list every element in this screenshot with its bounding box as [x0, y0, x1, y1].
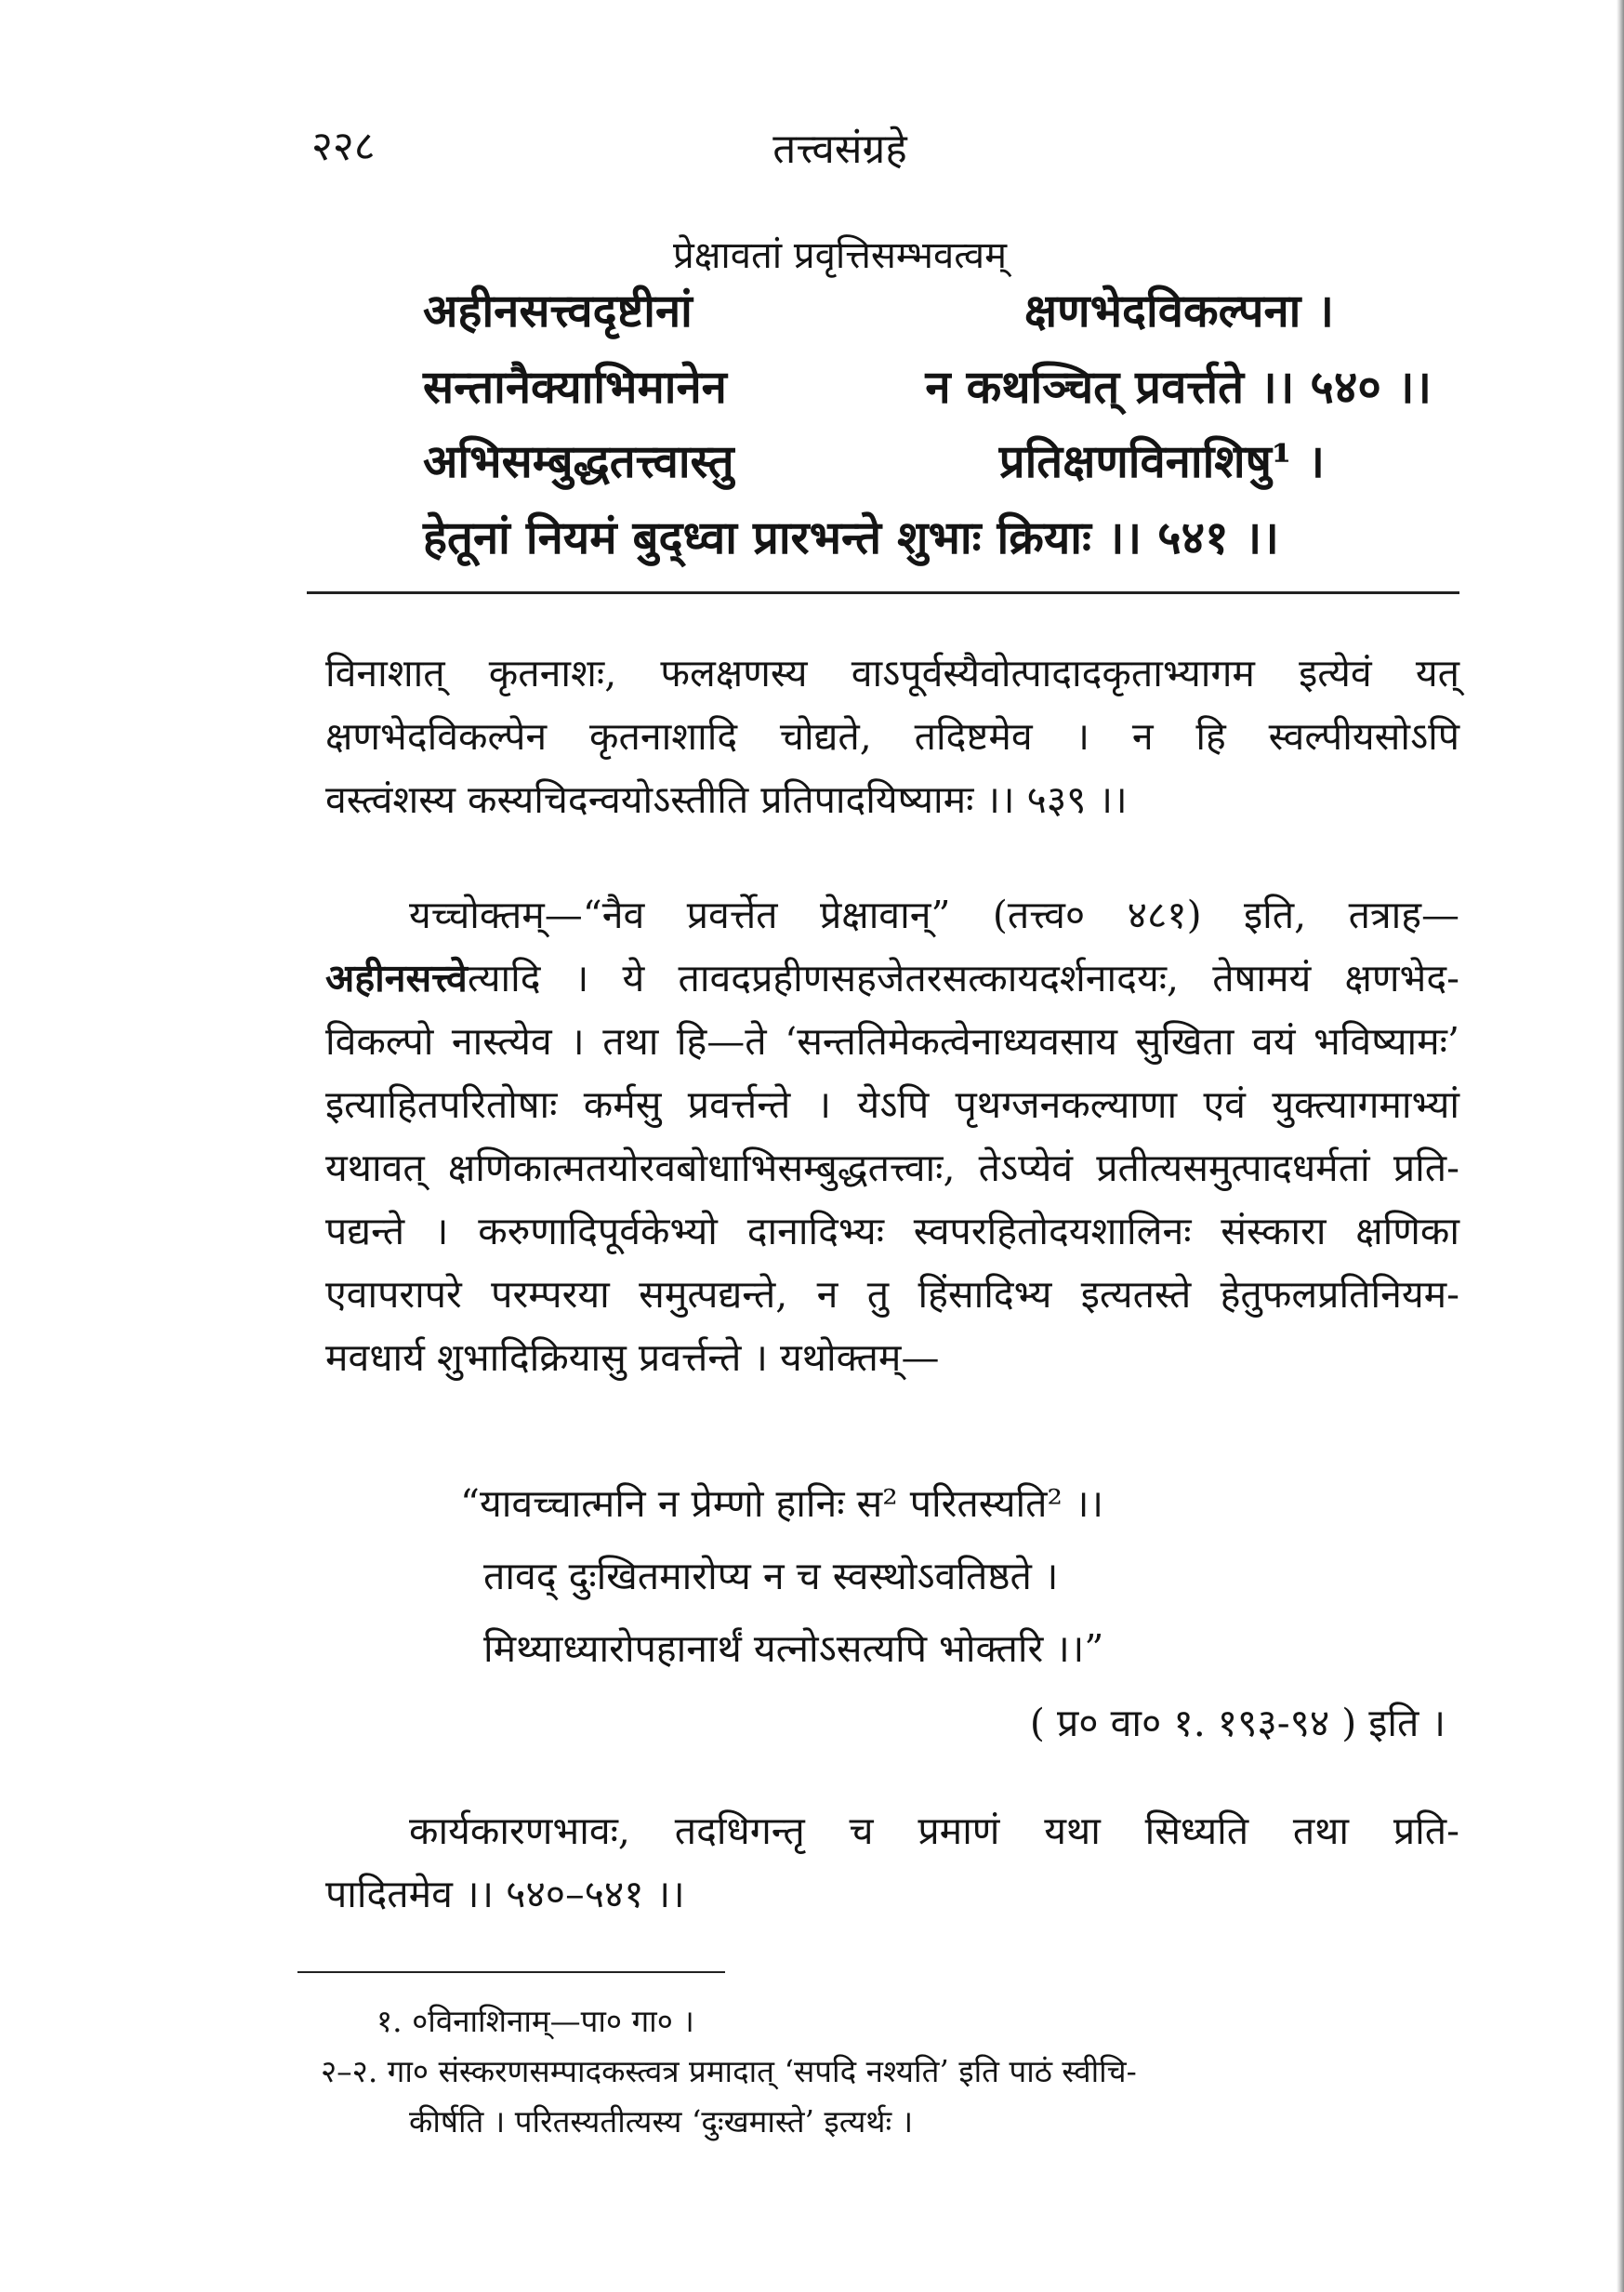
horizontal-rule [307, 591, 1459, 594]
citation: ( प्र० वा० १. १९३-९४ ) इति । [1029, 1701, 1446, 1745]
keyword: अहीनसत्त्वे [325, 956, 468, 1000]
text-run: पद्यन्ते । करुणादिपूर्वकेभ्यो दानादिभ्यः स्वपरहितोदयशालिनः संस्कारा क्षणिका [325, 1209, 1459, 1253]
text-line [325, 1326, 1459, 1389]
commentary-paragraph [325, 883, 1459, 1389]
verse-half: अभिसम्बुद्धतत्त्वास्तु [423, 434, 734, 488]
text-run: यथावत् क्षणिकात्मतयोरवबोधाभिसम्बुद्धतत्त्वाः, तेऽप्येवं प्रतीत्यसमुत्पादधर्मतां प्रति- [325, 1146, 1459, 1190]
running-title: तत्त्वसंग्रहे [772, 126, 907, 173]
quotation-line: मिथ्याध्यारोपहानार्थं यत्नोऽसत्यपि भोक्तरि ।।” [483, 1626, 1104, 1671]
footnote-rule [297, 1971, 725, 1973]
text-line: विनाशात् कृतनाशः, फलक्षणस्य वाऽपूर्वस्यैवोत्पादादकृताभ्यागम इत्येवं यत् [325, 651, 1459, 696]
footnote: १. ०विनाशिनाम्—पा० गा० । [376, 2003, 694, 2039]
verse-half: क्षणभेदविकल्पना । [1024, 284, 1334, 338]
text-line [325, 1136, 1459, 1199]
text-line [325, 883, 1459, 947]
footnote: कीर्षति । परितस्यतीत्यस्य ‘दुःखमास्ते’ इत्यर्थः । [409, 2103, 914, 2140]
text-run: इत्याहितपरितोषाः कर्मसु प्रवर्त्तन्ते । येऽपि पृथग्जनकल्याणा एवं युक्त्यागमाभ्यां [325, 1082, 1459, 1127]
verse-half: हेतूनां नियमं बुद्ध्वा प्रारभन्ते शुभाः क्रियाः ।। ५४१ ।। [423, 510, 1279, 564]
text-run: यच्चोक्तम्—“नैव प्रवर्त्तेत प्रेक्षावान्” (तत्त्व० ४८१) इति, तत्राह— [409, 893, 1459, 937]
text-line [325, 1263, 1459, 1326]
text-line [325, 1073, 1459, 1136]
page-edge-shadow [1617, 0, 1624, 2292]
section-heading: प्रेक्षावतां प्रवृत्तिसम्भवत्वम् [672, 234, 1008, 277]
text-run: एवापरापरे परम्परया समुत्पद्यन्ते, न तु हिंसादिभ्य इत्यतस्ते हेतुफलप्रतिनियम- [325, 1272, 1459, 1317]
text-line [325, 1010, 1459, 1073]
quotation-line: तावद् दुःखितमारोप्य न च स्वस्थोऽवतिष्ठते । [483, 1554, 1059, 1598]
text-line: क्षणभेदविकल्पेन कृतनाशादि चोद्यते, तदिष्टमेव । न हि स्वल्पीयसोऽपि [325, 714, 1459, 759]
text-line [325, 1199, 1459, 1263]
commentary-paragraph [325, 642, 1459, 831]
verse-half: प्रतिक्षणविनाशिषु¹ । [998, 434, 1325, 488]
text-run: मवधार्य शुभादिक्रियासु प्रवर्त्तन्ते । यथोक्तम्— [325, 1335, 940, 1380]
text-line: वस्त्वंशस्य कस्यचिदन्वयोऽस्तीति प्रतिपादयिष्यामः ।। ५३९ ।। [325, 777, 1128, 822]
page-number: २२८ [311, 123, 376, 170]
commentary-paragraph [325, 1799, 1459, 1926]
text-run: विकल्पो नास्त्येव । तथा हि—ते ‘सन्ततिमेकत्वेनाध्यवसाय सुखिता वयं भविष्यामः’ [325, 1019, 1459, 1064]
verse-half: अहीनसत्त्वदृष्टीनां [423, 284, 693, 338]
text-line: कार्यकारणभावः, तदधिगन्तृ च प्रमाणं यथा सिध्यति तथा प्रति- [409, 1808, 1459, 1853]
footnote: २–२. गा० संस्करणसम्पादकस्त्वत्र प्रमादात् ‘सपदि नश्यति’ इति पाठं स्वीचि- [321, 2053, 1137, 2089]
text-line [325, 947, 1459, 1010]
text-run: त्यादि । ये तावदप्रहीणसहजेतरसत्कायदर्शनादयः, तेषामयं क्षणभेद- [467, 956, 1459, 1000]
text-line: पादितमेव ।। ५४०–५४१ ।। [325, 1872, 685, 1916]
verse-half: सन्तानैक्याभिमानेन [423, 360, 727, 414]
quotation-line: “यावच्चात्मनि न प्रेम्णो हानिः स² परितस्यति² ।। [460, 1481, 1104, 1526]
verse-half: न कथञ्चित् प्रवर्त्तते ।। ५४० ।। [925, 360, 1432, 414]
